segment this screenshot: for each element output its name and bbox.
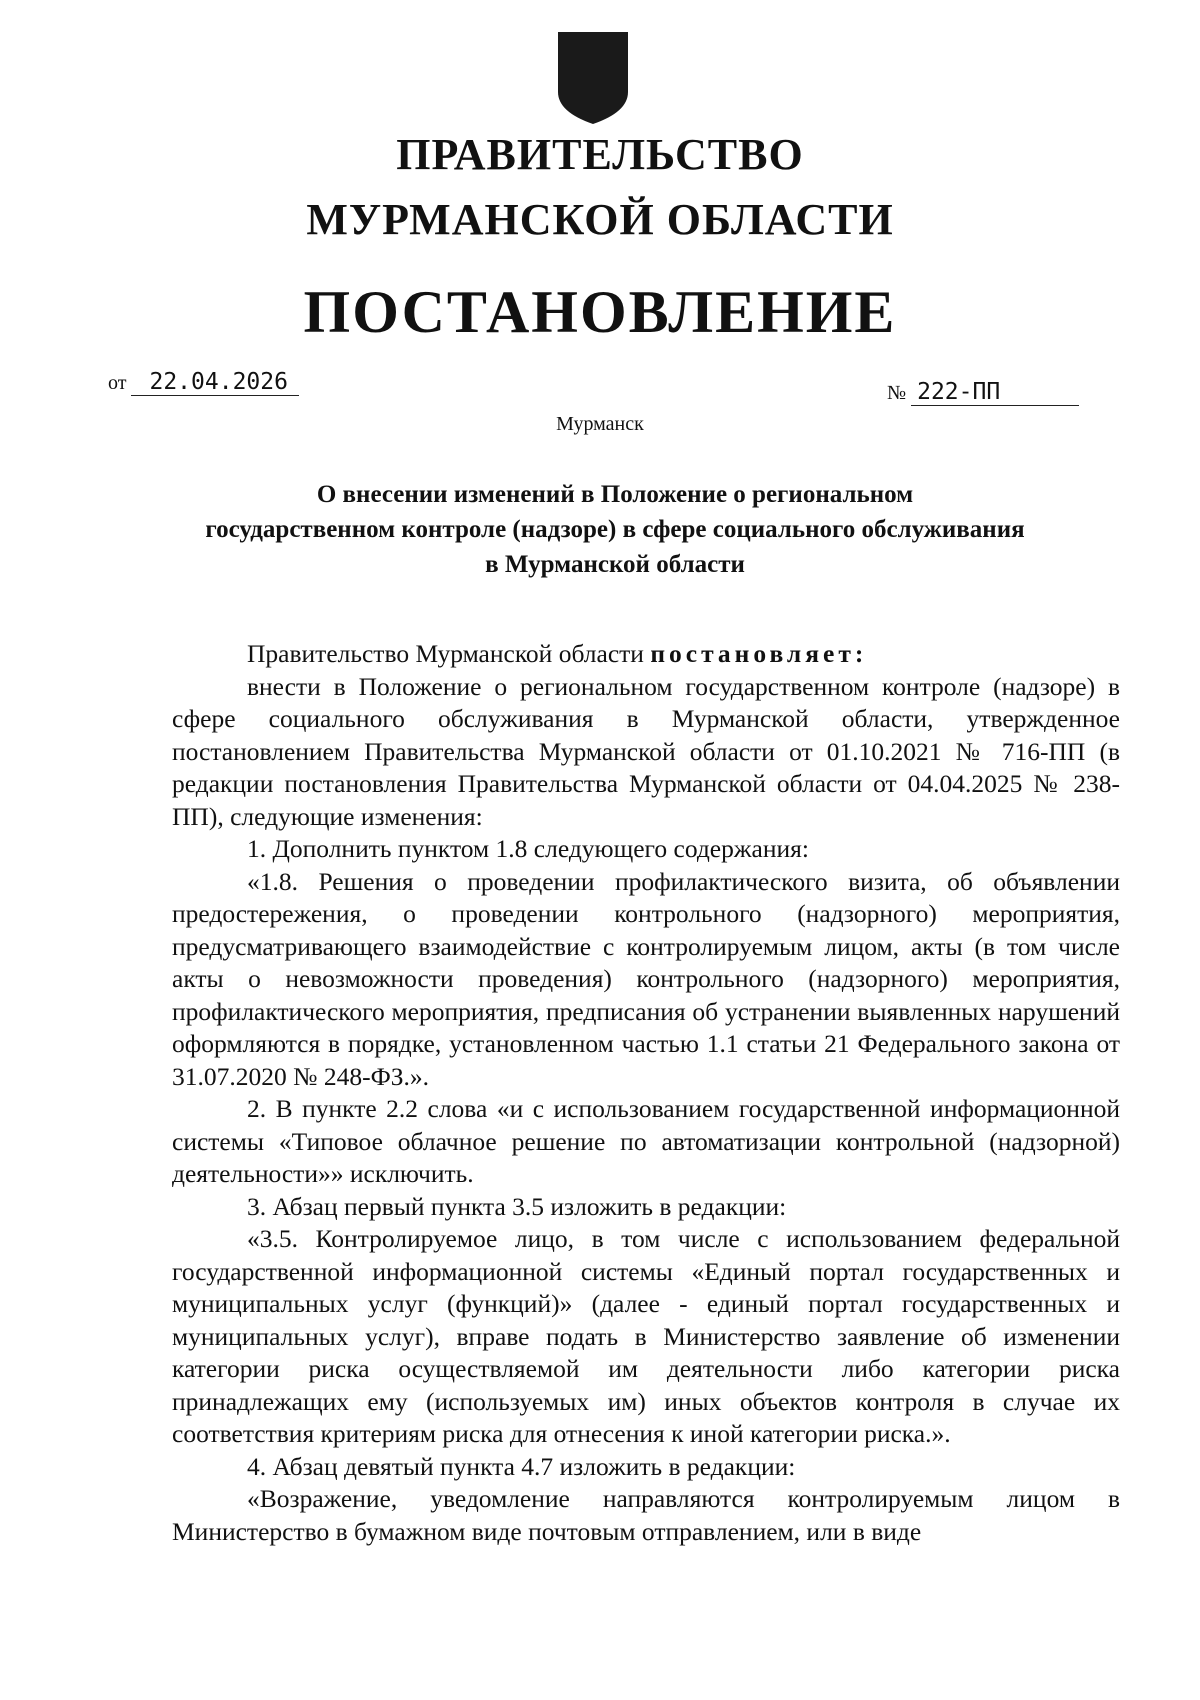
body-paragraph: внести в Положение о региональном государственном контроле (надзоре) в сфере социального обслуживания в Мурманской области, утвержденное постановлением Правительства Мурманской области от 01.10.2021 № 716-ПП (в редакции постановления Правительства Мурманской области от 04.04.2025 № 238-ПП), следующие изменения: xyxy=(172,671,1120,831)
title-line-1: О внесении изменений в Положение о региональном xyxy=(316,481,914,508)
coat-of-arms-icon xyxy=(554,30,632,126)
intro-keyword: постановляет: xyxy=(650,639,868,668)
body-paragraph: 4. Абзац девятый пункта 4.7 изложить в редакции: xyxy=(247,1451,796,1481)
document-type-heading: ПОСТАНОВЛЕНИЕ xyxy=(303,279,897,345)
city-name: Мурманск xyxy=(556,413,644,435)
number-prefix: № xyxy=(887,382,907,404)
intro-paragraph xyxy=(172,638,1120,671)
body-paragraph: 3. Абзац первый пункта 3.5 изложить в редакции: xyxy=(247,1191,787,1221)
title-line-2: государственном контроле (надзоре) в сфере социального обслуживания xyxy=(205,516,1025,543)
title-line-3: в Мурманской области xyxy=(485,551,745,578)
body-paragraph: 1. Дополнить пунктом 1.8 следующего содержания: xyxy=(247,834,809,863)
document-number-field xyxy=(887,380,1079,406)
body-paragraph: «Возражение, уведомление направляются контролируемым лицом в Министерство в бумажном виде почтовым отправлением, или в виде xyxy=(172,1484,1120,1546)
organization-name-line-2: МУРМАНСКОЙ ОБЛАСТИ xyxy=(306,195,894,244)
intro-prefix: Правительство Мурманской области xyxy=(247,639,644,668)
organization-name-line-1: ПРАВИТЕЛЬСТВО xyxy=(396,130,804,179)
number-value: 222-ПП xyxy=(911,380,1079,406)
body-paragraph: «1.8. Решения о проведении профилактического визита, об объявлении предостережения, о проведении контрольного (надзорного) мероприятия, предусматривающего взаимодействие с контролируемым лицом, акты (в том числе акты о невозможности проведения) контрольного (надзорного) мероприятия, профилактического мероприятия, предписания об устранении выявленных нарушений оформляются в порядке, установленном частью 1.1 статьи 21 Федерального закона от 31.07.2020 № 248-ФЗ.». xyxy=(172,866,1120,1091)
date-prefix: от xyxy=(108,372,127,394)
document-body xyxy=(172,638,1120,1548)
body-paragraph: 2. В пункте 2.2 слова «и с использованием государственной информационной системы «Типовое облачное решение по автоматизации контрольной (надзорной) деятельности»» исключить. xyxy=(172,1094,1120,1188)
date-value: 22.04.2026 xyxy=(131,370,299,396)
body-paragraph: «3.5. Контролируемое лицо, в том числе с использованием федеральной государственной информационной системы «Единый портал государственных и муниципальных услуг (функций)» (далее - единый портал государственных и муниципальных услуг), вправе подать в Министерство заявление об изменении категории риска осуществляемой им деятельности либо категории риска принадлежащих ему (используемых им) иных объектов контроля в случае их соответствия критериям риска для отнесения к иной категории риска.». xyxy=(172,1224,1120,1448)
document-title xyxy=(150,477,1080,582)
date-field xyxy=(108,370,299,396)
